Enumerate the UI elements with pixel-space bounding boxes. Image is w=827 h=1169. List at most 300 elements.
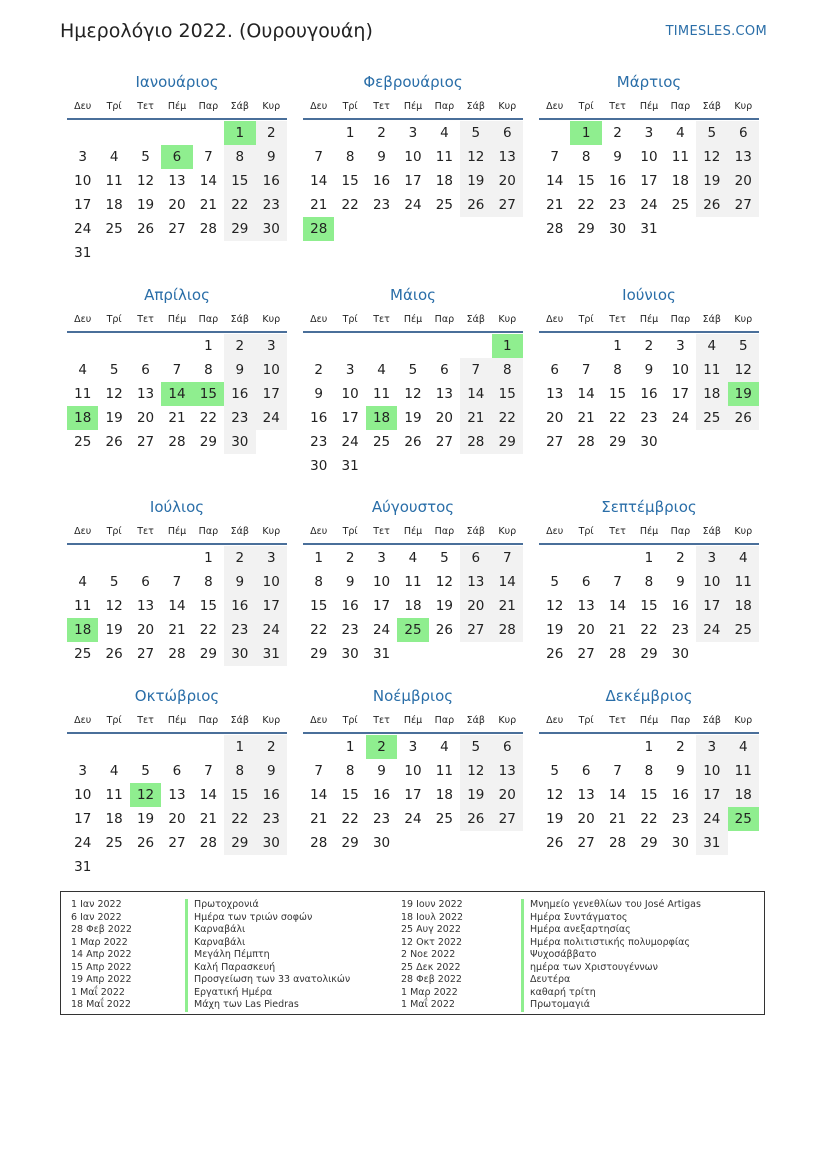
day-cell: 29 — [224, 831, 255, 855]
day-cell: 12 — [728, 358, 759, 382]
empty-cell — [67, 735, 98, 759]
month-days — [303, 545, 523, 666]
empty-cell — [161, 546, 192, 570]
day-cell: 1 — [345, 739, 355, 755]
day-cell: 22 — [199, 410, 217, 426]
month-days — [67, 734, 287, 879]
month-block — [67, 70, 287, 265]
day-cell: 5 — [460, 735, 491, 759]
weekday-label: Δευ — [310, 100, 328, 112]
day-cell: 4 — [440, 739, 449, 755]
weekday-label: Τρί — [342, 714, 358, 726]
day-cell: 20 — [492, 783, 523, 807]
day-cell: 25 — [671, 197, 689, 213]
holiday-date: 18 Ιουλ 2022 — [401, 911, 464, 923]
weekday-label: Κυρ — [262, 714, 281, 726]
day-cell: 25 — [728, 618, 759, 642]
weekday-label: Τρί — [578, 313, 594, 325]
day-cell: 16 — [310, 410, 328, 426]
day-cell: 22 — [199, 622, 217, 638]
empty-cell — [366, 334, 397, 358]
weekday-label: Σάβ — [702, 525, 721, 537]
empty-cell — [570, 735, 601, 759]
day-cell: 11 — [105, 173, 123, 189]
holiday-date: 25 Δεκ 2022 — [401, 961, 461, 973]
day-cell: 16 — [372, 787, 391, 803]
day-cell: 29 — [341, 835, 359, 851]
empty-cell — [130, 546, 161, 570]
weekday-header — [67, 519, 287, 545]
empty-cell — [429, 334, 460, 358]
weekday-label: Κυρ — [498, 100, 517, 112]
month-days — [303, 734, 523, 855]
weekday-label: Πέμ — [167, 714, 187, 726]
month-block — [303, 495, 523, 666]
weekday-header — [303, 94, 523, 120]
day-cell: 30 — [608, 221, 627, 237]
empty-cell — [67, 546, 98, 570]
empty-cell — [602, 546, 633, 570]
month-block — [67, 495, 287, 666]
day-cell: 14 — [608, 787, 627, 803]
day-cell: 15 — [310, 598, 328, 614]
weekday-label: Δευ — [546, 100, 564, 112]
day-cell: 4 — [728, 735, 759, 759]
day-cell: 21 — [310, 197, 328, 213]
day-cell: 6 — [550, 362, 559, 378]
day-cell: 1 — [204, 338, 213, 354]
day-cell: 1 — [314, 550, 323, 566]
weekday-label: Τετ — [373, 313, 390, 325]
weekday-header — [539, 519, 759, 545]
empty-cell — [303, 735, 334, 759]
day-cell: 11 — [728, 759, 759, 783]
day-cell: 16 — [256, 783, 287, 807]
weekday-label: Πέμ — [167, 313, 187, 325]
day-cell: 13 — [168, 787, 186, 803]
day-cell: 26 — [136, 835, 155, 851]
day-cell: 15 — [199, 598, 217, 614]
day-cell: 30 — [224, 642, 255, 666]
month-name: Σεπτέμβριος — [601, 498, 697, 516]
empty-cell — [334, 334, 365, 358]
month-days — [67, 333, 287, 454]
day-cell: 27 — [168, 221, 186, 237]
day-cell: 23 — [608, 197, 627, 213]
day-cell: 4 — [408, 550, 418, 566]
day-cell: 6 — [492, 121, 523, 145]
day-cell: 19 — [136, 811, 155, 827]
day-cell: 29 — [310, 646, 328, 662]
holiday-date: 28 Φεβ 2022 — [401, 974, 462, 985]
day-cell: 23 — [310, 434, 328, 450]
weekday-label: Πέμ — [403, 313, 423, 325]
day-cell: 8 — [345, 763, 355, 779]
day-cell: 20 — [492, 169, 523, 193]
day-cell: 26 — [546, 835, 564, 851]
holiday-name: Ημέρα πολιτιστικής πολυμορφίας — [530, 936, 690, 948]
day-cell: 26 — [460, 193, 491, 217]
weekday-header — [539, 307, 759, 333]
site-link[interactable]: TIMESLES.COM — [665, 24, 767, 39]
day-cell: 15 — [640, 787, 658, 803]
month-block — [303, 684, 523, 855]
day-cell: 11 — [105, 787, 123, 803]
day-cell: 3 — [256, 546, 287, 570]
day-cell: 7 — [314, 763, 323, 779]
day-cell: 5 — [728, 334, 759, 358]
holiday-day-cell: 14 — [161, 382, 192, 406]
day-cell: 28 — [608, 835, 627, 851]
weekday-label: Κυρ — [498, 313, 517, 325]
weekday-label: Κυρ — [262, 313, 281, 325]
day-cell: 9 — [224, 570, 255, 594]
day-cell: 14 — [492, 570, 523, 594]
weekday-label: Τρί — [106, 313, 122, 325]
day-cell: 17 — [640, 173, 658, 189]
day-cell: 20 — [168, 197, 186, 213]
day-cell: 10 — [74, 787, 92, 803]
day-cell: 29 — [199, 434, 217, 450]
day-cell: 4 — [78, 574, 87, 590]
month-block — [67, 684, 287, 879]
day-cell: 26 — [546, 646, 564, 662]
weekday-label: Παρ — [198, 100, 219, 112]
day-cell: 21 — [310, 811, 328, 827]
weekday-label: Τρί — [106, 525, 122, 537]
month-days — [539, 333, 759, 454]
day-cell: 2 — [377, 125, 386, 141]
day-cell: 30 — [224, 430, 255, 454]
holiday-date: 1 Μαρ 2022 — [71, 936, 128, 948]
weekday-label: Πέμ — [167, 100, 187, 112]
weekday-header — [67, 307, 287, 333]
day-cell: 18 — [435, 787, 453, 803]
holiday-day-cell: 6 — [161, 145, 192, 169]
weekday-label: Πέμ — [639, 313, 659, 325]
day-cell: 3 — [644, 125, 654, 141]
weekday-label: Κυρ — [734, 313, 753, 325]
holiday-name: Μάχη των Las Piedras — [194, 999, 299, 1010]
day-cell: 10 — [404, 149, 422, 165]
day-cell: 13 — [136, 386, 155, 402]
day-cell: 9 — [345, 574, 355, 590]
day-cell: 7 — [581, 362, 591, 378]
day-cell: 21 — [608, 622, 627, 638]
day-cell: 17 — [696, 594, 727, 618]
holiday-day-cell: 25 — [728, 807, 759, 831]
day-cell: 20 — [435, 410, 453, 426]
day-cell: 4 — [440, 125, 449, 141]
holiday-date: 18 Μαΐ 2022 — [71, 999, 131, 1010]
weekday-label: Κυρ — [734, 100, 753, 112]
weekday-label: Παρ — [434, 100, 455, 112]
weekday-label: Τετ — [609, 525, 626, 537]
day-cell: 19 — [696, 169, 727, 193]
day-cell: 24 — [341, 434, 359, 450]
empty-cell — [539, 334, 570, 358]
holiday-day-cell: 28 — [303, 217, 334, 241]
empty-cell — [130, 121, 161, 145]
day-cell: 10 — [256, 358, 287, 382]
day-cell: 26 — [105, 646, 123, 662]
weekday-label: Κυρ — [498, 525, 517, 537]
weekday-header — [303, 708, 523, 734]
day-cell: 17 — [372, 598, 391, 614]
weekday-label: Παρ — [198, 714, 219, 726]
day-cell: 2 — [224, 546, 255, 570]
weekday-label: Σάβ — [230, 525, 249, 537]
day-cell: 13 — [546, 386, 564, 402]
holiday-day-cell: 12 — [130, 783, 161, 807]
day-cell: 3 — [256, 334, 287, 358]
day-cell: 21 — [577, 410, 595, 426]
day-cell: 12 — [105, 386, 123, 402]
day-cell: 27 — [577, 646, 595, 662]
empty-cell — [570, 334, 601, 358]
weekday-label: Δευ — [74, 714, 92, 726]
day-cell: 9 — [256, 145, 287, 169]
day-cell: 28 — [492, 618, 523, 642]
holiday-date: 14 Απρ 2022 — [71, 949, 132, 960]
weekday-label: Κυρ — [262, 525, 281, 537]
day-cell: 8 — [644, 763, 654, 779]
day-cell: 7 — [550, 149, 559, 165]
day-cell: 10 — [696, 570, 727, 594]
day-cell: 5 — [109, 574, 119, 590]
day-cell: 25 — [435, 811, 453, 827]
day-cell: 19 — [460, 783, 491, 807]
holiday-name: ημέρα των Χριστουγέννων — [530, 961, 658, 973]
day-cell: 14 — [310, 173, 328, 189]
empty-cell — [539, 546, 570, 570]
day-cell: 25 — [74, 646, 92, 662]
day-cell: 19 — [460, 169, 491, 193]
day-cell: 8 — [613, 362, 622, 378]
day-cell: 28 — [199, 221, 217, 237]
day-cell: 14 — [546, 173, 564, 189]
day-cell: 15 — [341, 173, 359, 189]
holiday-date: 1 Μαΐ 2022 — [71, 986, 125, 998]
holiday-day-cell: 18 — [67, 618, 98, 642]
day-cell: 18 — [105, 197, 123, 213]
weekday-header — [539, 94, 759, 120]
weekday-label: Δευ — [546, 313, 564, 325]
day-cell: 2 — [676, 550, 685, 566]
holiday-name: Καρναβάλι — [194, 936, 246, 948]
day-cell: 2 — [676, 739, 685, 755]
weekday-label: Τρί — [578, 525, 594, 537]
weekday-label: Δευ — [546, 714, 564, 726]
day-cell: 9 — [377, 763, 386, 779]
day-cell: 9 — [224, 358, 255, 382]
holiday-date: 1 Μαρ 2022 — [401, 986, 458, 998]
day-cell: 21 — [460, 406, 491, 430]
day-cell: 24 — [696, 618, 727, 642]
day-cell: 12 — [460, 759, 491, 783]
weekday-header — [303, 307, 523, 333]
weekday-label: Δευ — [546, 525, 564, 537]
weekday-label: Παρ — [434, 313, 455, 325]
day-cell: 13 — [435, 386, 453, 402]
day-cell: 24 — [256, 618, 287, 642]
day-cell: 13 — [168, 173, 186, 189]
day-cell: 18 — [435, 173, 453, 189]
day-cell: 17 — [696, 783, 727, 807]
day-cell: 27 — [728, 193, 759, 217]
day-cell: 26 — [435, 622, 453, 638]
day-cell: 15 — [341, 787, 359, 803]
holiday-name: Μνημείο γενεθλίων του José Artigas — [530, 899, 701, 910]
weekday-label: Κυρ — [734, 525, 753, 537]
month-block — [539, 283, 759, 454]
day-cell: 12 — [105, 598, 123, 614]
weekday-label: Πέμ — [403, 714, 423, 726]
holiday-date: 1 Μαΐ 2022 — [401, 999, 455, 1010]
day-cell: 3 — [696, 735, 727, 759]
day-cell: 17 — [404, 173, 422, 189]
day-cell: 22 — [341, 197, 359, 213]
day-cell: 23 — [341, 622, 359, 638]
day-cell: 15 — [608, 386, 627, 402]
day-cell: 10 — [640, 149, 658, 165]
day-cell: 9 — [613, 149, 622, 165]
day-cell: 26 — [696, 193, 727, 217]
day-cell: 30 — [640, 434, 658, 450]
day-cell: 11 — [435, 149, 453, 165]
day-cell: 24 — [74, 221, 92, 237]
day-cell: 4 — [377, 362, 386, 378]
day-cell: 8 — [644, 574, 654, 590]
day-cell: 20 — [577, 811, 595, 827]
holiday-names-left — [185, 899, 350, 1012]
holiday-name: Πρωτοχρονιά — [194, 899, 259, 910]
day-cell: 12 — [546, 787, 564, 803]
holiday-name: καθαρή τρίτη — [530, 986, 596, 998]
holiday-list — [60, 891, 765, 1015]
holiday-day-cell: 2 — [366, 735, 397, 759]
day-cell: 19 — [136, 197, 155, 213]
day-cell: 22 — [608, 410, 627, 426]
day-cell: 2 — [256, 121, 287, 145]
day-cell: 8 — [581, 149, 591, 165]
day-cell: 17 — [74, 197, 92, 213]
day-cell: 23 — [640, 410, 658, 426]
day-cell: 31 — [74, 859, 92, 875]
holiday-name: Ημέρα ανεξαρτησίας — [530, 924, 631, 935]
weekday-label: Σάβ — [702, 313, 721, 325]
day-cell: 10 — [372, 574, 391, 590]
day-cell: 1 — [204, 550, 213, 566]
day-cell: 3 — [78, 763, 87, 779]
day-cell: 6 — [460, 546, 491, 570]
empty-cell — [98, 735, 129, 759]
day-cell: 22 — [640, 622, 658, 638]
day-cell: 26 — [105, 434, 123, 450]
weekday-label: Τετ — [137, 313, 154, 325]
day-cell: 12 — [136, 173, 155, 189]
day-cell: 2 — [224, 334, 255, 358]
day-cell: 23 — [224, 618, 255, 642]
weekday-label: Σάβ — [466, 525, 485, 537]
holiday-name: Εργατική Ημέρα — [194, 986, 273, 998]
day-cell: 19 — [404, 410, 422, 426]
weekday-label: Τετ — [609, 714, 626, 726]
weekday-label: Τετ — [373, 100, 390, 112]
month-days — [67, 545, 287, 666]
day-cell: 10 — [671, 362, 689, 378]
day-cell: 24 — [640, 197, 658, 213]
weekday-label: Τετ — [609, 313, 626, 325]
day-cell: 21 — [168, 410, 186, 426]
day-cell: 7 — [204, 149, 213, 165]
day-cell: 8 — [224, 145, 255, 169]
day-cell: 31 — [256, 642, 287, 666]
day-cell: 13 — [577, 598, 595, 614]
day-cell: 19 — [105, 410, 123, 426]
day-cell: 19 — [105, 622, 123, 638]
day-cell: 15 — [577, 173, 595, 189]
day-cell: 12 — [460, 145, 491, 169]
day-cell: 4 — [696, 334, 727, 358]
day-cell: 16 — [671, 598, 689, 614]
holiday-date: 19 Απρ 2022 — [71, 974, 132, 985]
empty-cell — [130, 735, 161, 759]
day-cell: 6 — [440, 362, 449, 378]
day-cell: 11 — [372, 386, 391, 402]
day-cell: 19 — [546, 811, 564, 827]
weekday-label: Δευ — [74, 100, 92, 112]
day-cell: 9 — [377, 149, 386, 165]
empty-cell — [303, 121, 334, 145]
day-cell: 27 — [460, 618, 491, 642]
day-cell: 24 — [74, 835, 92, 851]
weekday-label: Τρί — [106, 100, 122, 112]
month-days — [303, 120, 523, 241]
day-cell: 29 — [577, 221, 595, 237]
month-name: Ιούνιος — [622, 286, 676, 304]
day-cell: 2 — [314, 362, 323, 378]
weekday-label: Κυρ — [734, 714, 753, 726]
month-days — [539, 734, 759, 855]
holiday-day-cell: 1 — [492, 334, 523, 358]
day-cell: 5 — [440, 550, 449, 566]
holiday-day-cell: 19 — [728, 382, 759, 406]
month-block — [67, 283, 287, 454]
day-cell: 25 — [105, 835, 123, 851]
day-cell: 22 — [492, 406, 523, 430]
day-cell: 27 — [577, 835, 595, 851]
month-name: Μάρτιος — [616, 73, 682, 91]
weekday-label: Σάβ — [230, 100, 249, 112]
empty-cell — [570, 546, 601, 570]
day-cell: 4 — [109, 149, 119, 165]
day-cell: 21 — [168, 622, 186, 638]
day-cell: 31 — [341, 458, 359, 474]
holiday-date: 15 Απρ 2022 — [71, 961, 132, 973]
day-cell: 17 — [404, 787, 422, 803]
holiday-date: 25 Αυγ 2022 — [401, 924, 461, 935]
holiday-day-cell: 1 — [570, 121, 601, 145]
month-block — [303, 283, 523, 478]
empty-cell — [98, 546, 129, 570]
day-cell: 2 — [613, 125, 622, 141]
weekday-label: Παρ — [670, 525, 691, 537]
day-cell: 14 — [199, 173, 217, 189]
day-cell: 24 — [404, 811, 422, 827]
day-cell: 16 — [224, 382, 255, 406]
day-cell: 27 — [136, 434, 155, 450]
